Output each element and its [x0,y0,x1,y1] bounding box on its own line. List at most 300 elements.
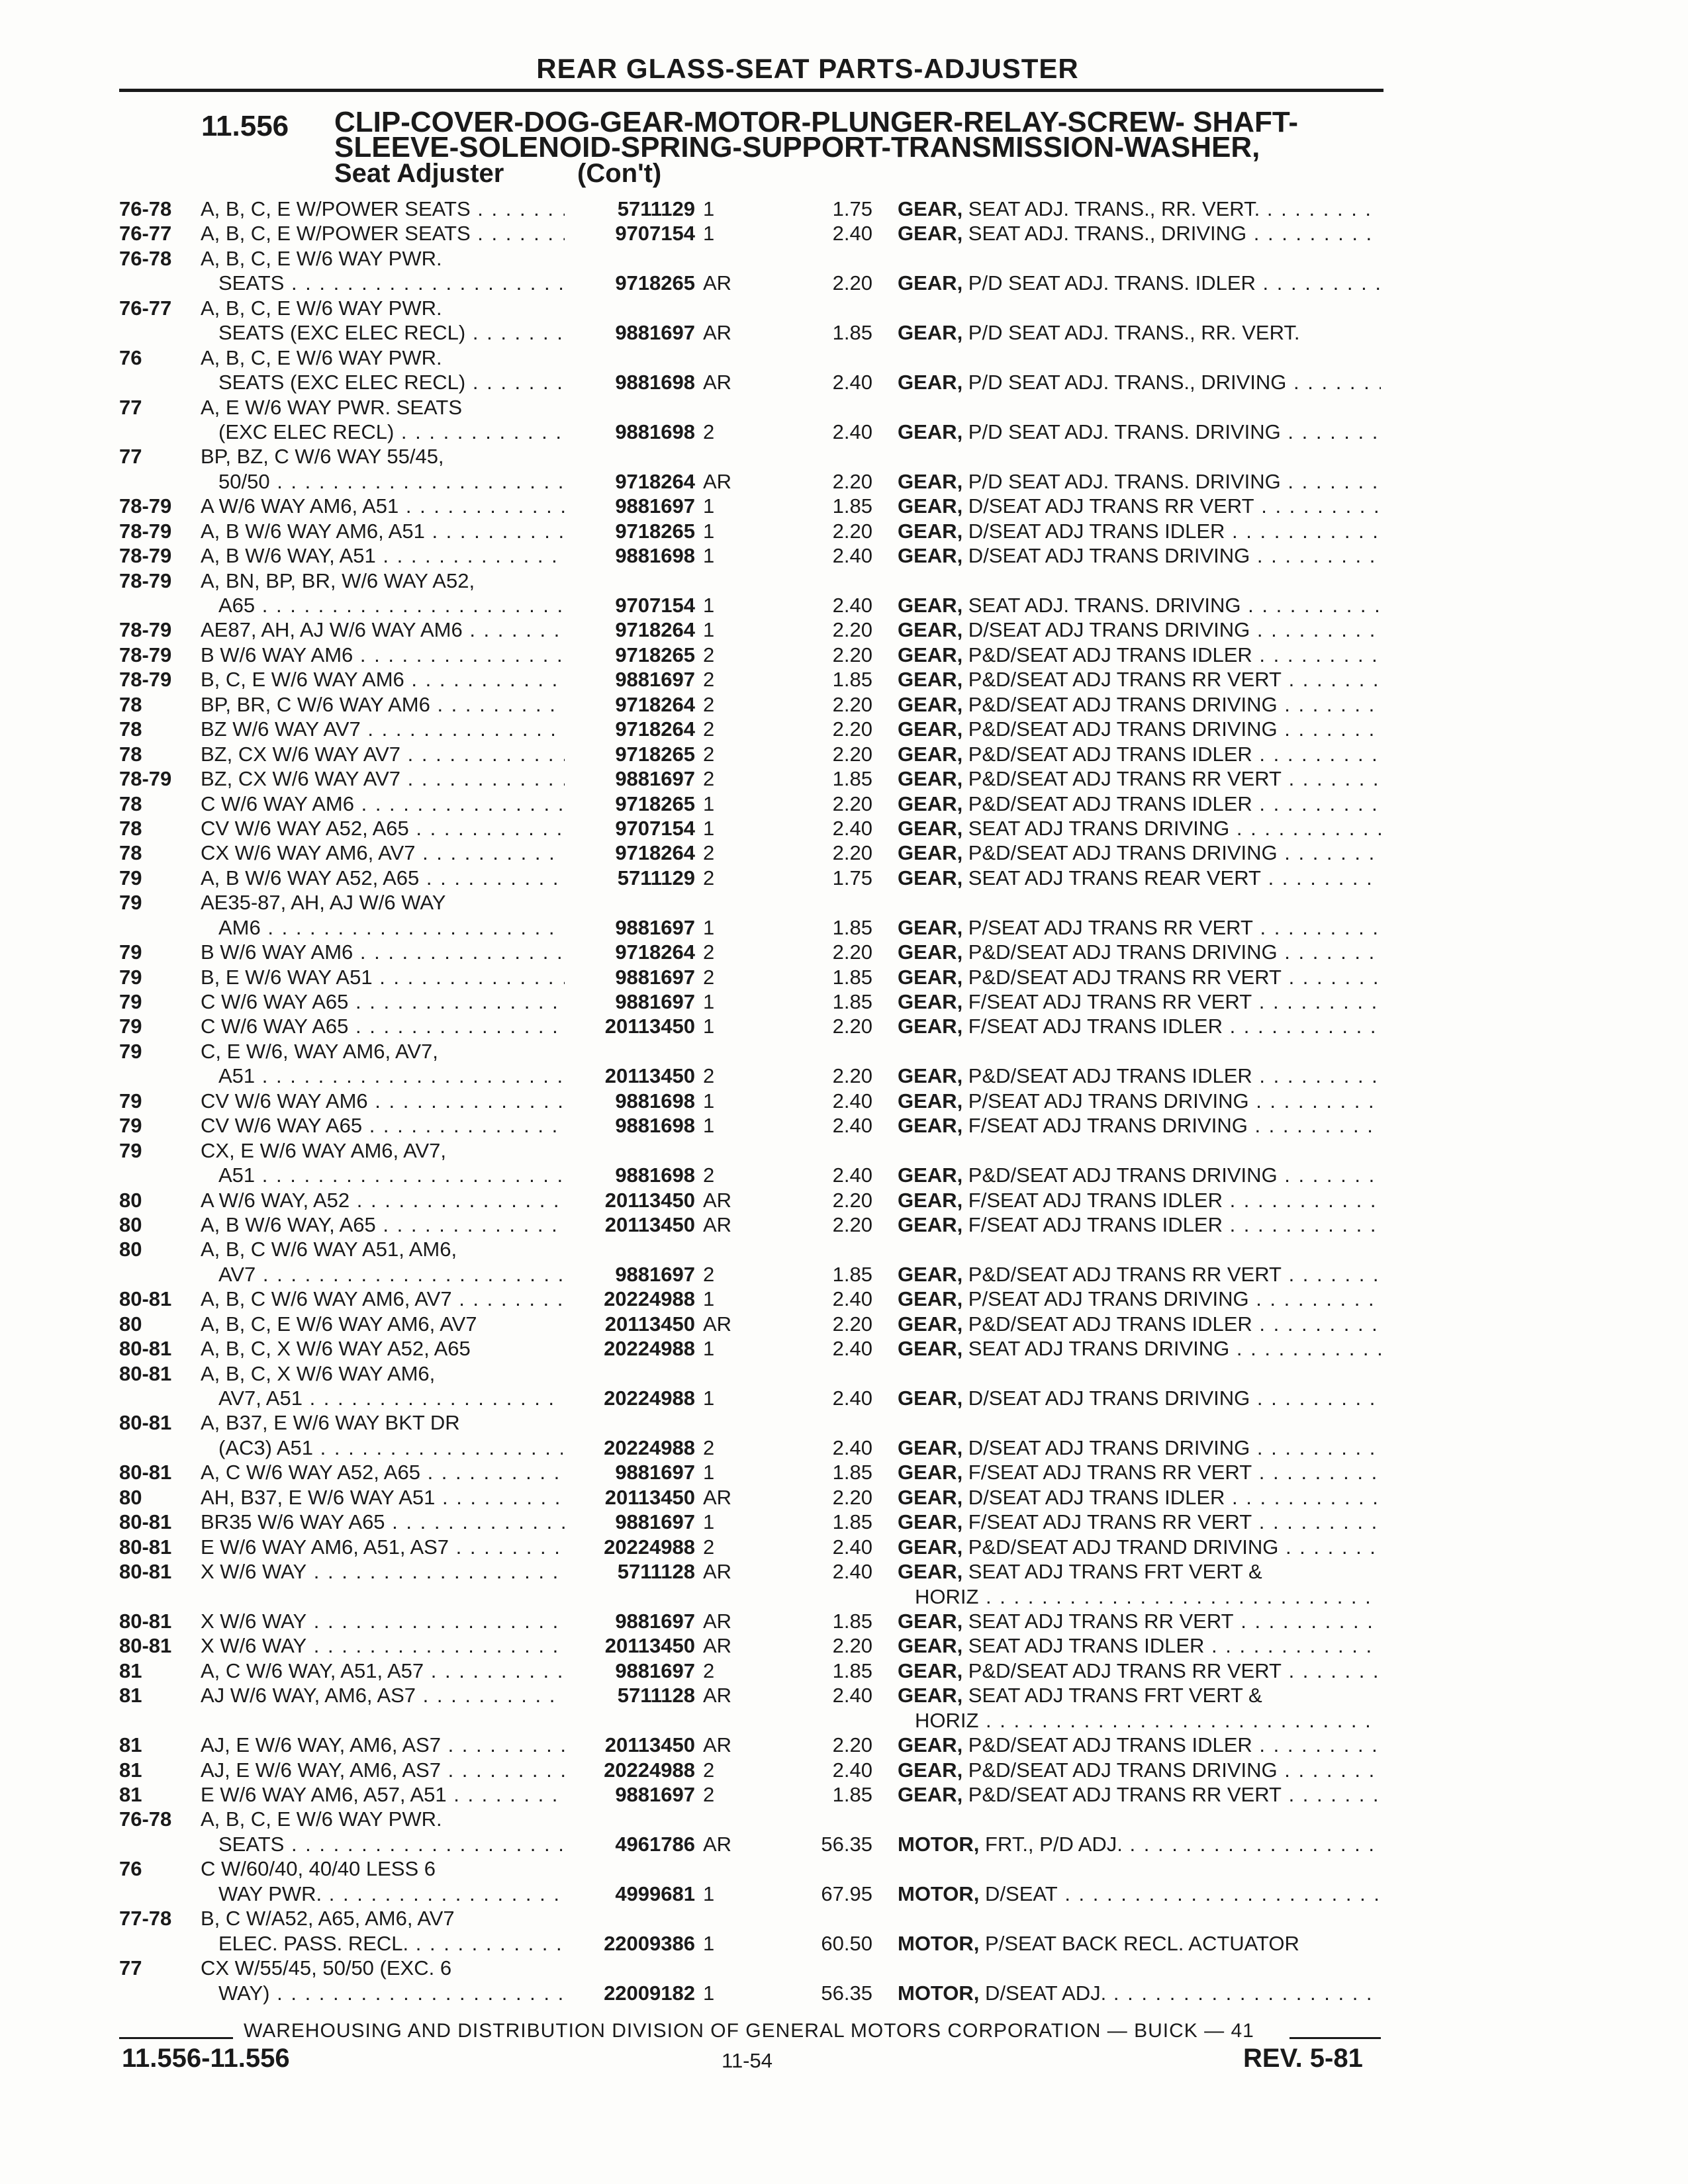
application: A, B, C, E W/POWER SEATS . . . [201,197,565,221]
quantity: 1 [703,1461,715,1484]
application: A W/6 WAY AM6, A51 . . . [201,494,565,518]
title-rule [119,89,1383,92]
application: ELEC. PASS. RECL. . . . [218,1931,563,1956]
description [898,1882,1381,1906]
table-row [0,1485,1688,1510]
model-years: 78-79 [119,544,172,568]
part-number: 20113450 [583,1064,695,1088]
model-years: 81 [119,1733,142,1757]
application: SEATS . . . [218,1832,563,1856]
part-name: GEAR, [898,643,963,666]
price: 56.35 [821,1981,872,2005]
price: 2.20 [832,643,872,666]
model-years: 76-77 [119,222,172,246]
quantity: 2 [703,940,715,964]
model-years: 79 [119,1039,142,1063]
part-name: GEAR, [898,1262,963,1286]
part-name: GEAR, [898,1015,963,1038]
description-text: P&D/SEAT ADJ TRANS RR VERT [962,1783,1282,1806]
description-text: P&D/SEAT ADJ TRAND DRIVING [962,1535,1279,1559]
application: C W/6 WAY A65 . . . [201,989,565,1014]
quantity: 1 [703,1015,715,1038]
application: A65 . . . [218,593,563,617]
part-name: GEAR, [898,222,963,246]
quantity: 1 [703,519,715,543]
quantity: 1 [703,197,715,220]
table-row [0,395,1688,420]
part-number: 20113450 [583,1633,695,1658]
part-name: GEAR, [898,866,963,889]
model-years: 78 [119,742,142,766]
price: 2.20 [832,717,872,741]
table-row [0,1163,1688,1187]
part-number: 9718264 [583,940,695,964]
application: CX, E W/6 WAY AM6, AV7, [201,1138,446,1162]
table-row [0,667,1688,692]
application: WAY PWR. . . . [218,1882,563,1906]
model-years: 76-78 [119,246,172,270]
application: A51 . . . [218,1064,563,1088]
part-name: GEAR, [898,469,963,493]
table-row [0,370,1688,394]
part-name: GEAR, [898,1212,963,1236]
part-name: GEAR, [898,1188,963,1212]
description-text: P&D/SEAT ADJ TRANS RR VERT [962,965,1282,989]
table-row [0,915,1688,940]
application: A, B37, E W/6 WAY BKT DR [201,1411,460,1435]
price: 1.75 [832,866,872,889]
table-row [0,1312,1688,1336]
part-number: 9718264 [583,617,695,642]
table-row [0,643,1688,667]
model-years: 77 [119,1956,142,1980]
application: X W/6 WAY . . . [201,1633,565,1658]
model-years: 79 [119,1015,142,1038]
price: 2.40 [832,371,872,394]
part-name: GEAR, [898,1461,963,1484]
description [898,1981,1381,2005]
model-years: 78-79 [119,519,172,543]
part-number: 9707154 [583,593,695,617]
model-years: 80-81 [119,1361,172,1385]
quantity: 1 [703,816,715,840]
part-number: 9718265 [583,792,695,816]
description [898,1931,1381,1956]
description-text: D/SEAT ADJ. [979,1981,1107,2005]
description-text: P/D SEAT ADJ. TRANS. DRIVING [962,420,1281,443]
table-row [0,1435,1688,1460]
price: 2.40 [832,1287,872,1311]
part-name: GEAR, [898,767,963,791]
footer-section-range: 11.556-11.556 [122,2044,290,2073]
table-row [0,1584,1688,1609]
table-row [0,246,1688,271]
part-name: GEAR, [898,668,963,692]
application: AJ, E W/6 WAY, AM6, AS7 . . . [201,1733,565,1757]
price: 2.20 [832,742,872,766]
table-row [0,1361,1688,1386]
table-row [0,1832,1688,1856]
model-years: 79 [119,1089,142,1113]
description [898,1262,1381,1287]
description [898,643,1381,667]
table-row [0,494,1688,518]
table-row [0,1609,1688,1633]
description [898,469,1381,494]
application: C W/6 WAY AM6 . . . [201,792,565,816]
description-text: SEAT ADJ. TRANS. DRIVING [962,594,1241,617]
part-name: GEAR, [898,742,963,766]
model-years: 80-81 [119,1461,172,1484]
model-years: 76-78 [119,197,172,220]
model-years: 79 [119,990,142,1013]
price: 2.40 [832,1337,872,1361]
price: 2.40 [832,420,872,443]
price: 2.20 [832,841,872,865]
part-number: 22009182 [583,1981,695,2005]
table-row [0,543,1688,568]
description [898,494,1381,518]
table-row [0,569,1688,593]
description [898,543,1381,568]
price: 2.40 [832,1684,872,1707]
price: 2.40 [832,816,872,840]
quantity: AR [703,469,732,493]
price: 2.40 [832,1535,872,1559]
price: 2.20 [832,692,872,716]
description [898,519,1381,543]
quantity: AR [703,371,732,394]
price: 2.20 [832,1064,872,1088]
model-years: 80-81 [119,1510,172,1534]
quantity: AR [703,1733,732,1757]
application: CV W/6 WAY AM6 . . . [201,1089,565,1113]
model-years: 81 [119,1758,142,1782]
model-years: 80-81 [119,1337,172,1361]
description-text: P&D/SEAT ADJ TRANS RR VERT [962,767,1282,791]
part-number: 5711128 [583,1559,695,1584]
table-row [0,1856,1688,1881]
part-name: GEAR, [898,841,963,865]
application: SEATS (EXC ELEC RECL) . . . [218,370,563,394]
part-number: 9718265 [583,519,695,543]
table-row [0,1410,1688,1435]
part-name: GEAR, [898,1287,963,1311]
part-name: GEAR, [898,990,963,1013]
table-row [0,1188,1688,1212]
price: 1.85 [832,1262,872,1286]
quantity: 1 [703,990,715,1013]
description [898,816,1381,841]
description [898,1113,1381,1138]
part-number: 9881697 [583,1262,695,1287]
quantity: 1 [703,1387,715,1410]
part-name: GEAR, [898,371,963,394]
description [898,717,1381,741]
part-name: GEAR, [898,940,963,964]
footer-page-number: 11-54 [722,2049,773,2072]
part-name: GEAR, [898,1659,963,1682]
quantity: 1 [703,1931,715,1955]
price: 2.20 [832,1212,872,1236]
price: 1.85 [832,1659,872,1682]
part-number: 4961786 [583,1832,695,1856]
quantity: 2 [703,1758,715,1782]
model-years: 80 [119,1312,142,1336]
table-row [0,1039,1688,1064]
quantity: 2 [703,767,715,791]
application: AV7 . . . [218,1262,563,1287]
description-text: P&D/SEAT ADJ TRANS RR VERT [962,1659,1282,1682]
model-years: 78 [119,841,142,865]
application: B, C, E W/6 WAY AM6 . . . [201,667,565,692]
application: BP, BZ, C W/6 WAY 55/45, [201,445,444,469]
part-name: MOTOR, [898,1832,980,1856]
description [898,1460,1381,1484]
description [898,1510,1381,1534]
part-name: MOTOR, [898,1981,980,2005]
part-number: 9881698 [583,1089,695,1113]
model-years: 79 [119,1114,142,1138]
price: 56.35 [821,1832,872,1856]
description [898,1287,1381,1311]
application: A, B, C W/6 WAY A51, AM6, [201,1238,457,1261]
price: 2.20 [832,940,872,964]
description-text: F/SEAT ADJ TRANS DRIVING [962,1114,1248,1138]
quantity: 2 [703,742,715,766]
description-text: SEAT ADJ TRANS FRT VERT & [962,1684,1262,1707]
table-row [0,1386,1688,1410]
quantity: 1 [703,915,715,939]
model-years: 80-81 [119,1287,172,1311]
part-number: 20224988 [583,1535,695,1559]
description-text: P/D SEAT ADJ. TRANS., DRIVING [962,371,1287,394]
application: AJ, E W/6 WAY, AM6, AS7 . . . [201,1758,565,1782]
quantity: 2 [703,866,715,889]
description-text: P/SEAT ADJ TRANS DRIVING [962,1287,1249,1311]
description-text: P&D/SEAT ADJ TRANS IDLER [962,643,1252,666]
description [898,1782,1381,1807]
application: A, B, C, E W/6 WAY PWR. [201,246,442,270]
description [915,1584,1381,1609]
price: 2.20 [832,1312,872,1336]
footer-rule-left [119,2037,233,2039]
quantity: AR [703,271,732,295]
application: C, E W/6, WAY AM6, AV7, [201,1039,438,1063]
description-text: D/SEAT ADJ TRANS IDLER [962,1485,1225,1509]
table-row [0,766,1688,791]
part-number: 9718264 [583,841,695,865]
description-text: F/SEAT ADJ TRANS RR VERT [962,1461,1252,1484]
part-name: GEAR, [898,816,963,840]
part-name: GEAR, [898,692,963,716]
parts-list [0,197,1688,2005]
application: 50/50 . . . [218,469,563,494]
part-number: 9881698 [583,370,695,394]
description [898,667,1381,692]
quantity: 1 [703,1981,715,2005]
quantity: AR [703,321,732,345]
price: 1.75 [832,197,872,220]
table-row [0,1287,1688,1311]
quantity: 1 [703,1287,715,1311]
table-row [0,1659,1688,1683]
part-number: 9881697 [583,1659,695,1683]
table-row [0,989,1688,1014]
description [898,965,1381,989]
description-text: D/SEAT [979,1882,1058,1905]
table-row [0,221,1688,246]
application: CV W/6 WAY A52, A65 . . . [201,816,565,841]
part-number: 20224988 [583,1336,695,1361]
application: BZ W/6 WAY AV7 . . . [201,717,565,741]
description-text: SEAT ADJ TRANS DRIVING [962,1337,1230,1361]
description [898,1089,1381,1113]
model-years: 80-81 [119,1609,172,1633]
quantity: 1 [703,618,715,642]
part-name: GEAR, [898,1510,963,1534]
quantity: 1 [703,1114,715,1138]
application: AM6 . . . [218,915,563,940]
description-text: P&D/SEAT ADJ TRANS IDLER [962,1064,1252,1088]
application: CV W/6 WAY A65 . . . [201,1113,565,1138]
part-name: GEAR, [898,1783,963,1806]
table-row [0,1733,1688,1757]
table-row [0,1931,1688,1956]
table-row [0,1064,1688,1088]
price: 2.40 [832,594,872,617]
application: BZ, CX W/6 WAY AV7 . . . [201,766,565,791]
application: A, B, C, E W/6 WAY PWR. [201,345,442,369]
model-years: 78-79 [119,618,172,642]
description-text: P/SEAT BACK RECL. ACTUATOR [979,1931,1299,1955]
model-years: 76-77 [119,296,172,320]
quantity: 2 [703,692,715,716]
description [898,841,1381,865]
description [898,1386,1381,1410]
application: AJ W/6 WAY, AM6, AS7 . . . [201,1683,565,1707]
description [898,1733,1381,1757]
quantity: 1 [703,1089,715,1113]
table-row [0,444,1688,469]
part-name: GEAR, [898,618,963,642]
application: SEATS . . . [218,271,563,295]
quantity: AR [703,1212,732,1236]
model-years: 81 [119,1783,142,1806]
description [898,1659,1381,1683]
part-name: GEAR, [898,1089,963,1113]
description [898,1535,1381,1559]
application: (EXC ELEC RECL) . . . [218,420,563,444]
price: 2.20 [832,469,872,493]
description [898,1559,1381,1584]
application: A, C W/6 WAY A52, A65 . . . [201,1460,565,1484]
price: 2.20 [832,271,872,295]
price: 1.85 [832,668,872,692]
part-number: 20113450 [583,1212,695,1237]
description [898,866,1381,890]
application: A, B, C, X W/6 WAY AM6, [201,1361,436,1385]
price: 2.40 [832,1758,872,1782]
part-name: GEAR, [898,1634,963,1658]
price: 2.20 [832,1485,872,1509]
part-number: 9881697 [583,1510,695,1534]
model-years: 81 [119,1684,142,1707]
description [898,1758,1381,1782]
description-text: HORIZ [915,1708,979,1732]
price: 1.85 [832,990,872,1013]
table-row [0,1807,1688,1831]
description-text: P&D/SEAT ADJ TRANS IDLER [962,792,1252,815]
application: CX W/55/45, 50/50 (EXC. 6 [201,1956,452,1980]
part-number: 9881698 [583,1113,695,1138]
table-row [0,420,1688,444]
part-number: 9718265 [583,742,695,766]
table-row [0,1906,1688,1931]
model-years: 78 [119,692,142,716]
application: B W/6 WAY AM6 . . . [201,940,565,964]
description [898,271,1381,295]
application: (AC3) A51 . . . [218,1435,563,1460]
quantity: 2 [703,1064,715,1088]
price: 2.40 [832,544,872,568]
description-text: P&D/SEAT ADJ TRANS DRIVING [962,692,1278,716]
part-number: 9707154 [583,221,695,246]
description [898,197,1381,221]
table-row [0,1559,1688,1584]
part-number: 9881697 [583,1609,695,1633]
table-row [0,866,1688,890]
part-number: 9881697 [583,494,695,518]
description [898,989,1381,1014]
table-row [0,1089,1688,1113]
section-subtitle: Seat Adjuster [334,159,504,188]
table-row [0,345,1688,370]
part-number: 9881698 [583,420,695,444]
part-name: GEAR, [898,1387,963,1410]
description-text: D/SEAT ADJ TRANS DRIVING [962,544,1250,568]
application: A, B W/6 WAY AM6, A51 . . . [201,519,565,543]
part-name: GEAR, [898,1758,963,1782]
table-row [0,965,1688,989]
model-years: 79 [119,891,142,915]
part-name: GEAR, [898,1560,963,1584]
application: A, B, C, E W/6 WAY PWR. [201,296,442,320]
table-row [0,1633,1688,1658]
description [898,420,1381,444]
part-number: 9881698 [583,1163,695,1187]
description-text: P&D/SEAT ADJ TRANS RR VERT [962,1262,1282,1286]
part-number: 20224988 [583,1758,695,1782]
part-number: 20113450 [583,1312,695,1336]
price: 1.85 [832,915,872,939]
application: A, B, C, E W/POWER SEATS . . . [201,221,565,246]
description [898,221,1381,246]
description-text: F/SEAT ADJ TRANS IDLER [962,1015,1223,1038]
application: A, B W/6 WAY, A65 . . . [201,1212,565,1237]
quantity: AR [703,1312,732,1336]
price: 60.50 [821,1931,872,1955]
description [898,1485,1381,1510]
part-name: GEAR, [898,1609,963,1633]
part-name: GEAR, [898,1535,963,1559]
application: C W/6 WAY A65 . . . [201,1014,565,1038]
part-name: GEAR, [898,965,963,989]
part-number: 5711129 [583,866,695,890]
part-number: 22009386 [583,1931,695,1956]
model-years: 80 [119,1188,142,1212]
quantity: 2 [703,1535,715,1559]
